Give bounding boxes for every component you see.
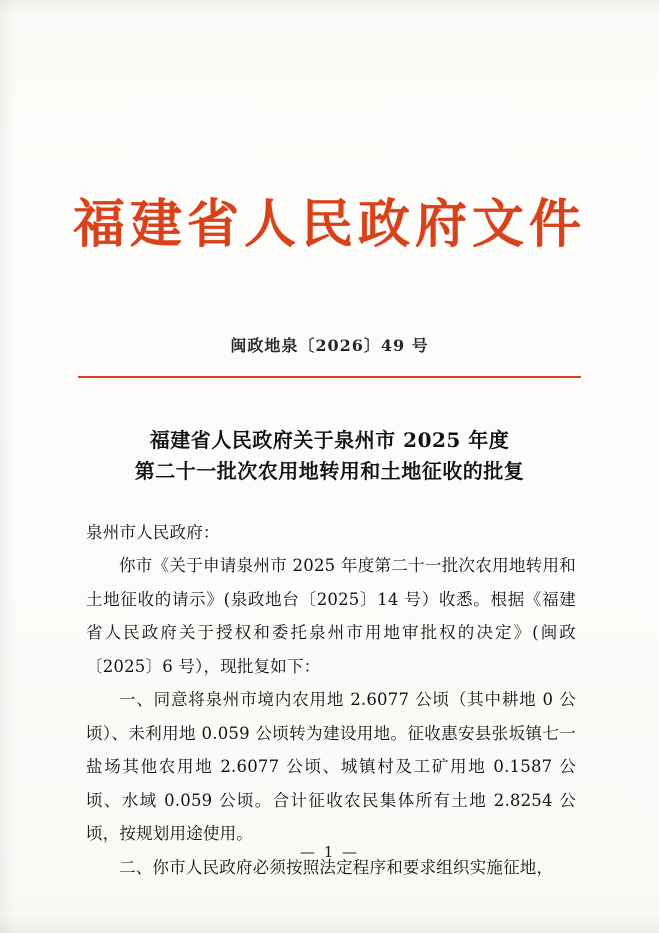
document-masthead [0,196,659,253]
body-paragraph-3: 二、你市人民政府必须按照法定程序和要求组织实施征地， [119,857,554,877]
document-body [86,516,576,884]
masthead-title: 福建省人民政府文件 [72,194,586,255]
document-number: 闽政地泉〔2026〕49 号 [230,336,429,355]
red-divider-rule [78,376,581,378]
document-title-line-1: 福建省人民政府关于泉州市 2025 年度 [149,428,510,452]
document-title [78,425,581,487]
addressee-line: 泉州市人民政府： [86,523,220,542]
body-paragraph-2: 一、同意将泉州市境内农用地 2.6077 公顷（其中耕地 0 公顷）、未利用地 0.059 公顷转为建设用地。征收惠安县张坂镇七一盐场其他农用地 2.6077 公顷、城镇村及工矿用地 0.1587 公顷、水域 0.059 公顷。合计征收农民集体所有土地 2.8254 公顷，按规划用途使用。 [86,690,576,844]
body-paragraph-1: 你市《关于申请泉州市 2025 年度第二十一批次农用地转用和土地征收的请示》(泉政地台〔2025〕14 号）收悉。根据《福建省人民政府关于授权和委托泉州市用地审批权的决定》(闽政〔2025〕6 号），现批复如下： [86,556,576,676]
page-number: — 1 — [299,843,360,861]
document-title-line-2: 第二十一批次农用地转用和土地征收的批复 [134,459,525,483]
